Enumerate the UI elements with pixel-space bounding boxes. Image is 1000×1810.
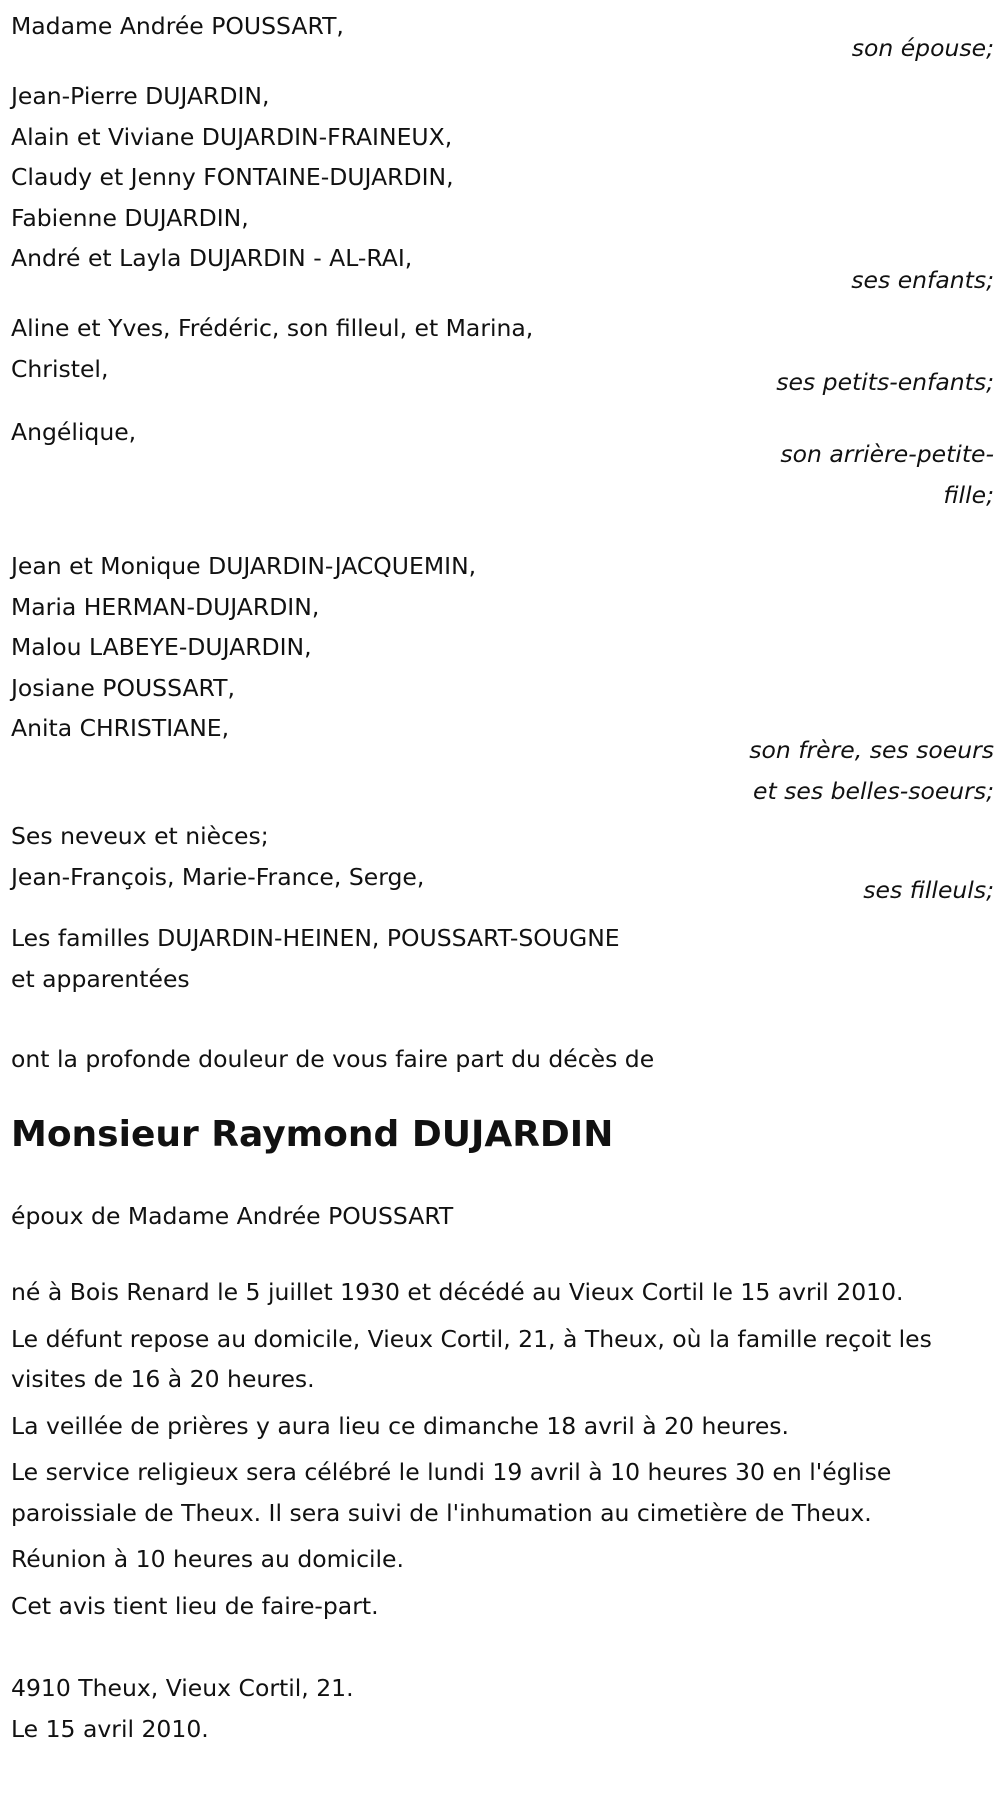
family-name-line: Les familles DUJARDIN-HEINEN, POUSSART-SOUGNE <box>11 924 620 952</box>
family-name-line: André et Layla DUJARDIN - AL-RAI, <box>11 244 413 272</box>
family-name-line: Jean-François, Marie-France, Serge, <box>11 862 425 891</box>
detail-paragraph: né à Bois Renard le 5 juillet 1930 et décédé au Vieux Cortil le 15 avril 2010. <box>11 1278 904 1306</box>
family-name-line: Angélique, <box>11 418 137 446</box>
family-name-line: Anita CHRISTIANE, <box>11 714 230 742</box>
family-role: son frère, ses soeurs et ses belles-soeurs; <box>749 736 994 805</box>
detail-paragraph: La veillée de prières y aura lieu ce dimanche 18 avril à 20 heures. <box>11 1411 790 1440</box>
family-name-line: Alain et Viviane DUJARDIN-FRAINEUX, <box>11 122 453 151</box>
address-line: 4910 Theux, Vieux Cortil, 21. <box>11 1674 354 1702</box>
family-name-line: Malou LABEYE-DUJARDIN, <box>11 633 312 661</box>
family-name-line: Ses neveux et nièces; <box>11 822 269 850</box>
family-role: son épouse; <box>851 34 994 62</box>
detail-paragraph: Cet avis tient lieu de faire-part. <box>11 1591 379 1620</box>
date-line: Le 15 avril 2010. <box>11 1714 209 1743</box>
family-name-line: Claudy et Jenny FONTAINE-DUJARDIN, <box>11 163 454 191</box>
detail-paragraph: Le service religieux sera célébré le lundi 19 avril à 10 heures 30 en l'église paroissiale de Theux. Il sera suivi de l'inhumation au cimetière de Theux. <box>11 1458 892 1527</box>
family-name-line: Madame Andrée POUSSART, <box>11 12 344 40</box>
closing-block <box>11 1668 996 1749</box>
announcement-text: ont la profonde douleur de vous faire part du décès de <box>11 1045 655 1073</box>
family-name-line: Josiane POUSSART, <box>11 673 235 702</box>
deceased-name: Monsieur Raymond DUJARDIN <box>11 1113 614 1155</box>
detail-paragraph: Le défunt repose au domicile, Vieux Cortil, 21, à Theux, où la famille reçoit les visites de 16 à 20 heures. <box>11 1324 932 1393</box>
family-name-line: Fabienne DUJARDIN, <box>11 203 249 232</box>
obituary-notice <box>11 6 996 1749</box>
family-name-line: Jean-Pierre DUJARDIN, <box>11 82 270 110</box>
family-role: ses petits-enfants; <box>776 368 994 396</box>
family-role: ses filleuls; <box>863 876 994 904</box>
family-role: ses enfants; <box>851 266 994 294</box>
family-group-godchildren <box>11 816 996 910</box>
family-group-families <box>11 918 996 999</box>
family-role: son arrière-petite-fille; <box>780 440 994 509</box>
detail-paragraph: Réunion à 10 heures au domicile. <box>11 1545 404 1573</box>
family-group-siblings <box>11 546 996 812</box>
family-group-spouse <box>11 6 996 68</box>
details-block <box>11 1272 991 1626</box>
family-name-line: Maria HERMAN-DUJARDIN, <box>11 592 320 621</box>
family-name-line: Aline et Yves, Frédéric, son filleul, et Marina, <box>11 314 534 342</box>
family-name-line: Jean et Monique DUJARDIN-JACQUEMIN, <box>11 552 477 580</box>
family-group-grandchildren <box>11 308 996 404</box>
family-group-children <box>11 76 996 300</box>
family-group-great-grandchild <box>11 412 996 538</box>
family-name-line: et apparentées <box>11 964 190 993</box>
family-name-line: Christel, <box>11 354 109 383</box>
spouse-line: époux de Madame Andrée POUSSART <box>11 1201 454 1230</box>
